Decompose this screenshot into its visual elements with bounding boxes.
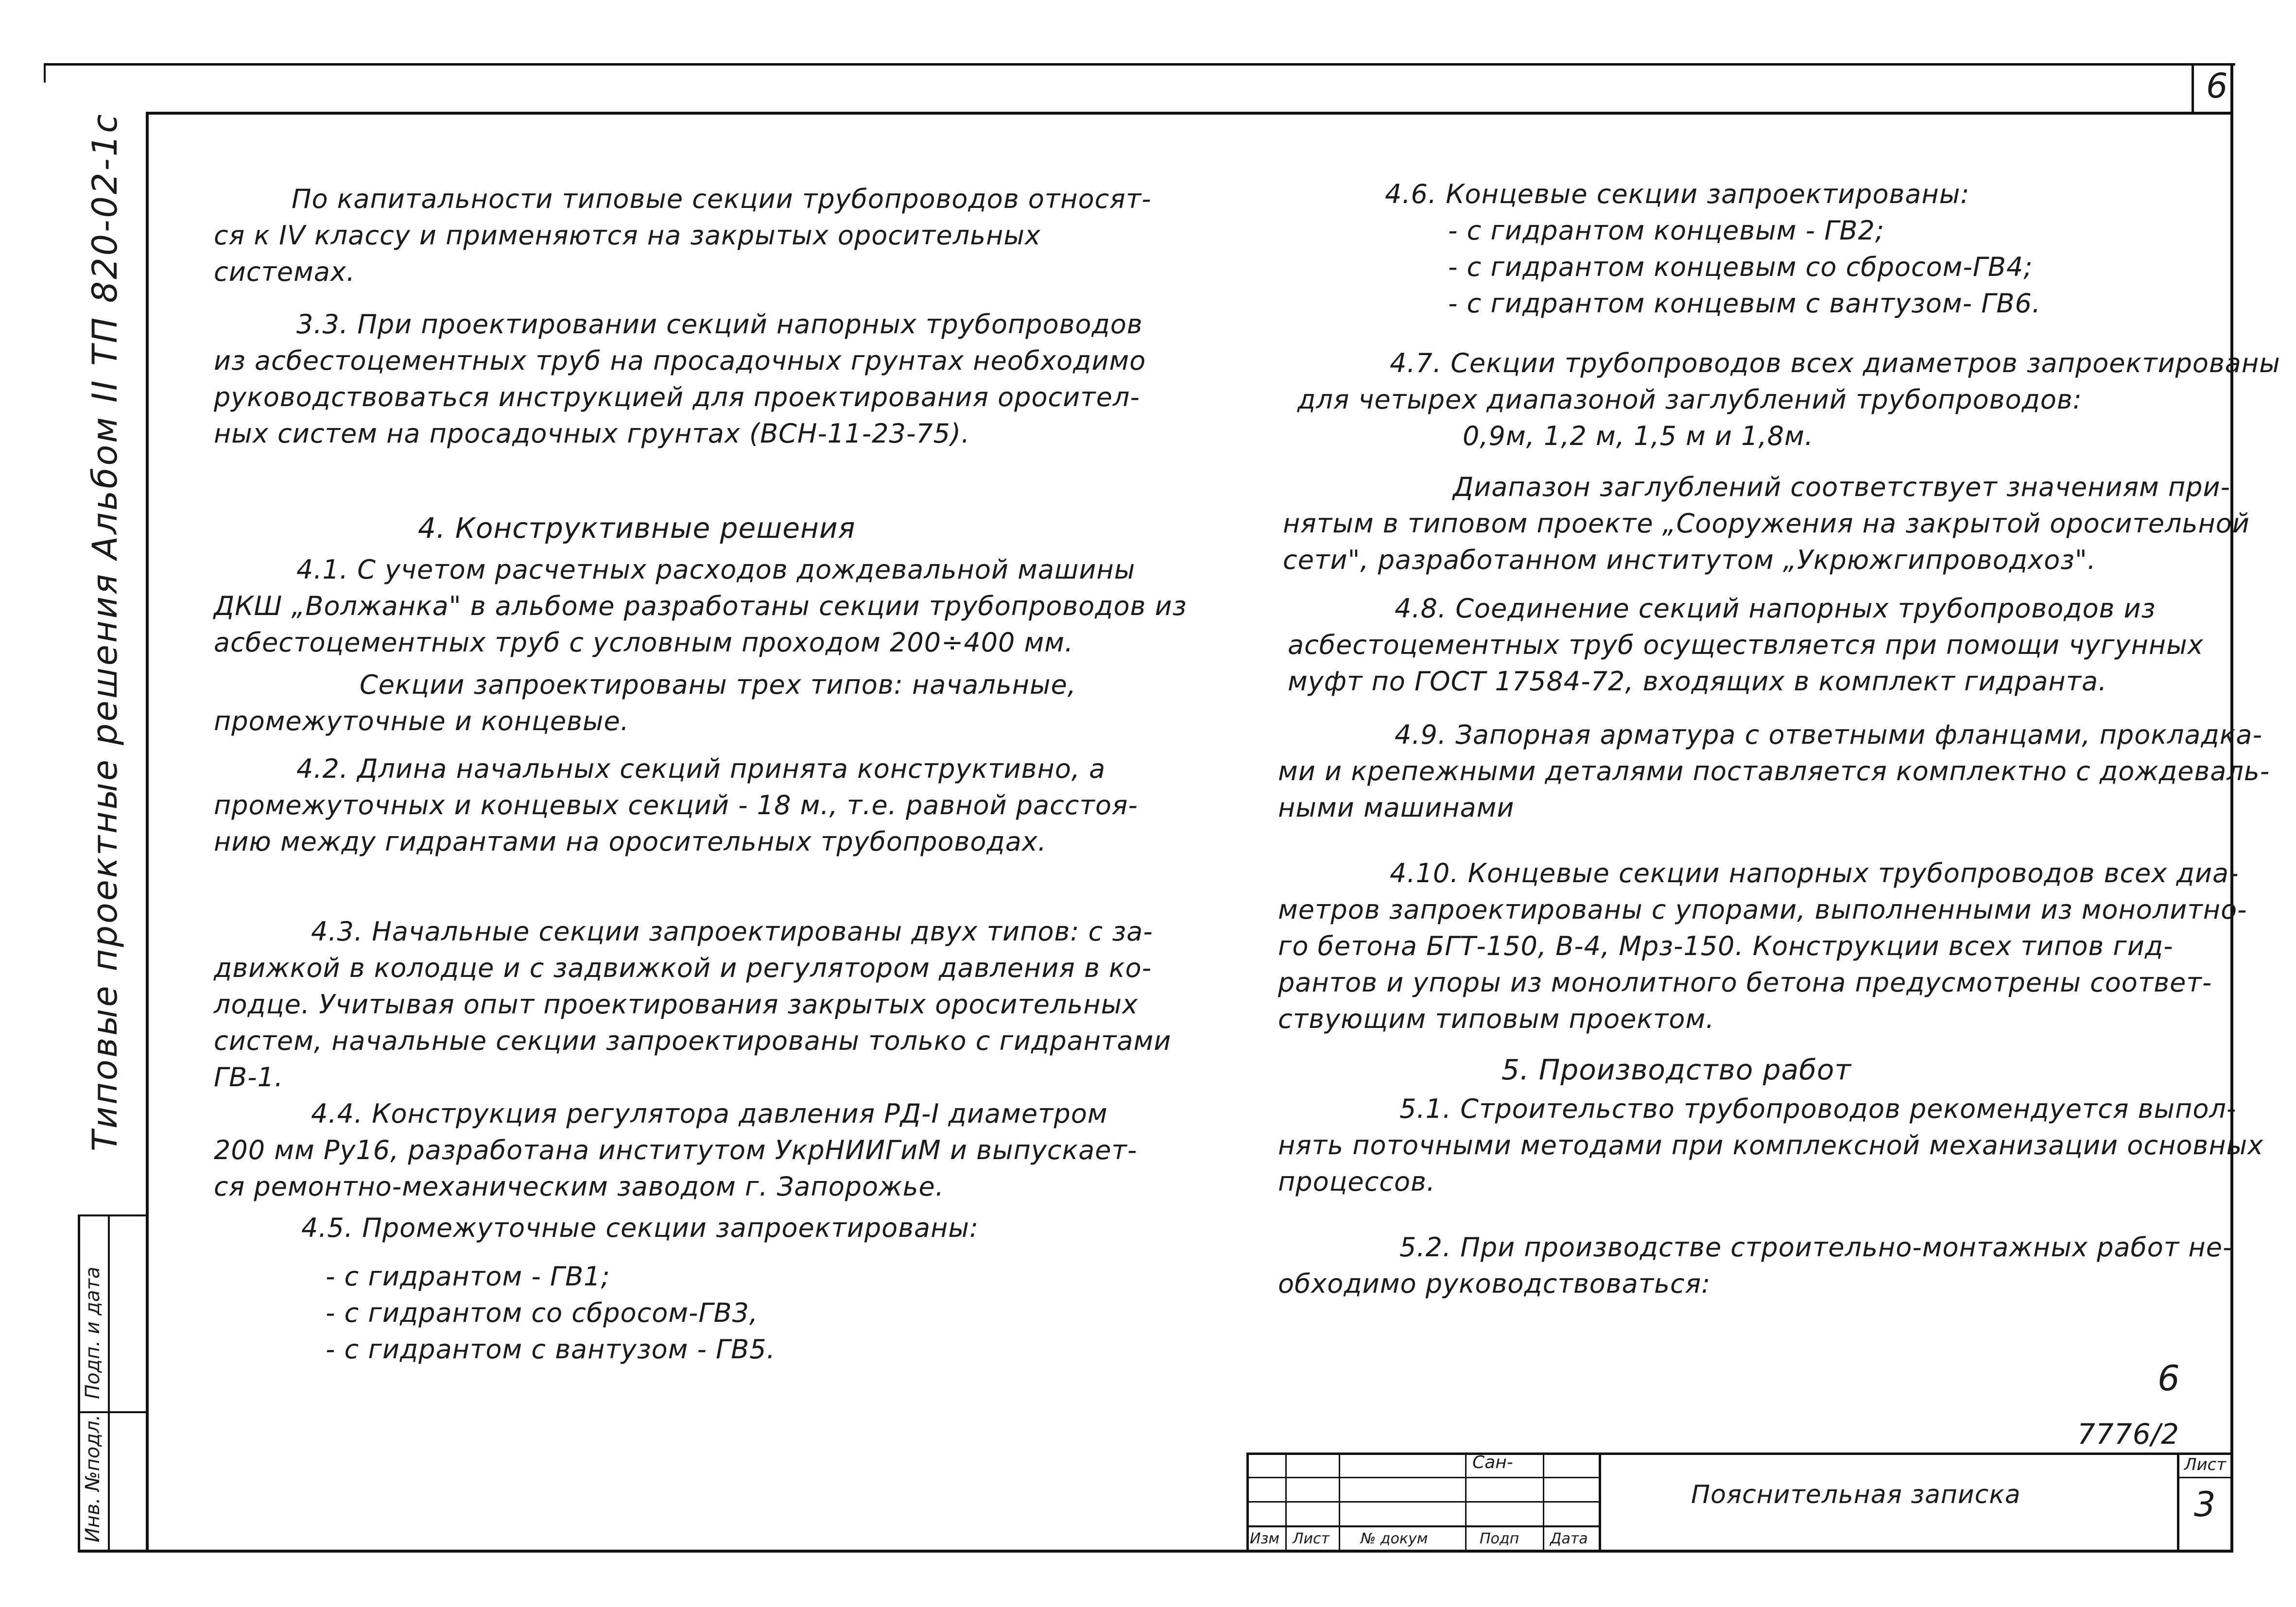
corner-sheet-number: 6: [2206, 66, 2228, 106]
left-p7-l1: - с гидрантом - ГВ1;: [326, 1261, 610, 1292]
right-p2-l0: Диапазон заглублений соответствует значениям при-: [1453, 472, 2231, 502]
left-p4-l1: промежуточных и концевых секций - 18 м., т.е. равной расстоя-: [214, 790, 1139, 821]
right-p7-l1: обходимо руководствоваться:: [1278, 1268, 1711, 1299]
left-p6-l1: 200 мм Ру16, разработана институтом УкрНИИГиМ и выпускает-: [214, 1135, 1138, 1165]
left-p5-l4: ГВ-1.: [214, 1062, 284, 1093]
right-p0-l1: - с гидрантом концевым - ГВ2;: [1448, 215, 1885, 246]
right-p4-l2: ными машинами: [1278, 792, 1515, 823]
outer-left-top-line: [44, 63, 46, 83]
left-p0-l0: По капитальности типовые секции трубопроводов относят-: [292, 184, 1152, 214]
right-p5-l2: го бетона БГТ-150, В-4, Мрз-150. Конструкции всех типов гид-: [1278, 931, 2174, 961]
right-p5-l3: рантов и упоры из монолитного бетона предусмотрены соответ-: [1278, 967, 2212, 998]
right-p5-l4: ствующим типовым проектом.: [1278, 1004, 1715, 1034]
left-p3-l1: промежуточные и концевые.: [214, 706, 629, 736]
left-p1-l3: ных систем на просадочных грунтах (ВСН-11-23-75).: [214, 418, 970, 449]
right-p6-l0: 5.1. Строительство трубопроводов рекомендуется выпол-: [1399, 1094, 2237, 1124]
col-label-date: Дата: [1550, 1530, 1588, 1547]
left-p2-l2: асбестоцементных труб с условным проходом 200÷400 мм.: [214, 627, 1074, 658]
left-p2-l0: 4.1. С учетом расчетных расходов дождевальной машины: [296, 554, 1136, 585]
left-p7-l2: - с гидрантом со сбросом-ГВ3,: [326, 1298, 759, 1328]
stamp-divider-top: [78, 1214, 148, 1216]
left-p5-l3: систем, начальные секции запроектированы только с гидрантами: [214, 1026, 1172, 1056]
left-p5-l1: движкой в колодце и с задвижкой и регулятором давления в ко-: [214, 953, 1152, 983]
frame-top-line: [146, 112, 2233, 115]
right-p1-l2: 0,9м, 1,2 м, 1,5 м и 1,8м.: [1463, 421, 1814, 451]
frame-bottom-line: [78, 1550, 2233, 1553]
left-p4-l0: 4.2. Длина начальных секций принята конструктивно, а: [296, 753, 1106, 784]
right-p0-l0: 4.6. Концевые секции запроектированы:: [1385, 179, 1970, 209]
left-p6-l0: 4.4. Конструкция регулятора давления РД-I диаметром: [311, 1098, 1108, 1129]
left-p7-l3: - с гидрантом с вантузом - ГВ5.: [326, 1334, 776, 1365]
outer-top-line: [44, 63, 2235, 66]
section-4-heading: 4. Конструктивные решения: [418, 512, 856, 545]
frame-right-line: [2230, 63, 2233, 1552]
left-p7-l0: 4.5. Промежуточные секции запроектированы:: [301, 1213, 979, 1243]
right-p0-l3: - с гидрантом концевым с вантузом- ГВ6.: [1448, 288, 2041, 319]
sheet-number: 3: [2194, 1485, 2216, 1524]
left-p5-l2: лодце. Учитывая опыт проектирования закрытых оросительных: [214, 989, 1139, 1020]
left-p1-l0: 3.3. При проектировании секций напорных трубопроводов: [296, 309, 1143, 340]
right-p6-l1: нять поточными методами при комплексной механизации основных: [1278, 1130, 2264, 1161]
left-p6-l2: ся ремонтно-механическим заводом г. Запорожье.: [214, 1171, 944, 1202]
col-label-doc-no: № докум: [1361, 1530, 1428, 1547]
left-p3-l0: Секции запроектированы трех типов: начальные,: [360, 669, 1077, 700]
signature: Сан-: [1472, 1453, 1513, 1472]
document-title: Пояснительная записка: [1691, 1480, 2021, 1509]
right-p2-l1: нятым в типовом проекте „Сооружения на закрытой оросительной: [1283, 508, 2250, 539]
right-p4-l0: 4.9. Запорная арматура с ответными фланцами, прокладка-: [1395, 719, 2262, 750]
col-label-sign: Подп: [1480, 1530, 1519, 1547]
section-5-heading: 5. Производство работ: [1502, 1053, 1852, 1086]
right-p6-l2: процессов.: [1278, 1166, 1436, 1197]
stamp-divider-mid: [78, 1411, 148, 1413]
left-p4-l2: нию между гидрантами на оросительных трубопроводах.: [214, 826, 1047, 857]
stamp-divider-col: [108, 1214, 110, 1552]
right-p1-l0: 4.7. Секции трубопроводов всех диаметров запроектированы: [1390, 348, 2280, 378]
page-number-bottom: 6: [2158, 1358, 2180, 1399]
left-p0-l1: ся к IV классу и применяются на закрытых оросительных: [214, 220, 1041, 251]
right-p3-l1: асбестоцементных труб осуществляется при помощи чугунных: [1288, 630, 2204, 660]
side-title: Типовые проектные решения Альбом II ТП 820-02-1с: [85, 112, 125, 1151]
drawing-number: 7776/2: [2077, 1418, 2180, 1451]
left-p1-l2: руководствоваться инструкцией для проектирования оросител-: [214, 382, 1140, 412]
right-p5-l1: метров запроектированы с упорами, выполненными из монолитно-: [1278, 894, 2247, 925]
col-label-izm: Изм: [1250, 1530, 1280, 1547]
stamp-label-sign-date: Подп. и дата: [82, 1266, 104, 1399]
stamp-label-inv-no: Инв. №подл.: [82, 1414, 104, 1542]
sheet-label: Лист: [2184, 1455, 2227, 1474]
right-p0-l2: - с гидрантом концевым со сбросом-ГВ4;: [1448, 252, 2033, 282]
right-p3-l0: 4.8. Соединение секций напорных трубопроводов из: [1395, 593, 2156, 624]
right-p7-l0: 5.2. При производстве строительно-монтажных работ не-: [1399, 1232, 2233, 1263]
outer-left-line: [78, 1214, 80, 1552]
right-p5-l0: 4.10. Концевые секции напорных трубопроводов всех диа-: [1390, 858, 2239, 889]
right-p1-l1: для четырех диапазоной заглублений трубопроводов:: [1297, 384, 2082, 415]
right-p4-l1: ми и крепежными деталями поставляется комплектно с дождеваль-: [1278, 756, 2270, 786]
frame-left-line: [146, 112, 149, 1552]
corner-box-left: [2192, 63, 2194, 114]
left-p2-l1: ДКШ „Волжанка" в альбоме разработаны секции трубопроводов из: [214, 591, 1187, 621]
right-p2-l2: сети", разработанном институтом „Укрюжгипроводхоз".: [1283, 545, 2096, 575]
col-label-list: Лист: [1293, 1530, 1330, 1547]
left-p1-l1: из асбестоцементных труб на просадочных грунтах необходимо: [214, 345, 1146, 376]
right-p3-l2: муфт по ГОСТ 17584-72, входящих в комплект гидранта.: [1288, 666, 2107, 697]
left-p5-l0: 4.3. Начальные секции запроектированы двух типов: с за-: [311, 916, 1153, 947]
left-p0-l2: системах.: [214, 256, 356, 287]
